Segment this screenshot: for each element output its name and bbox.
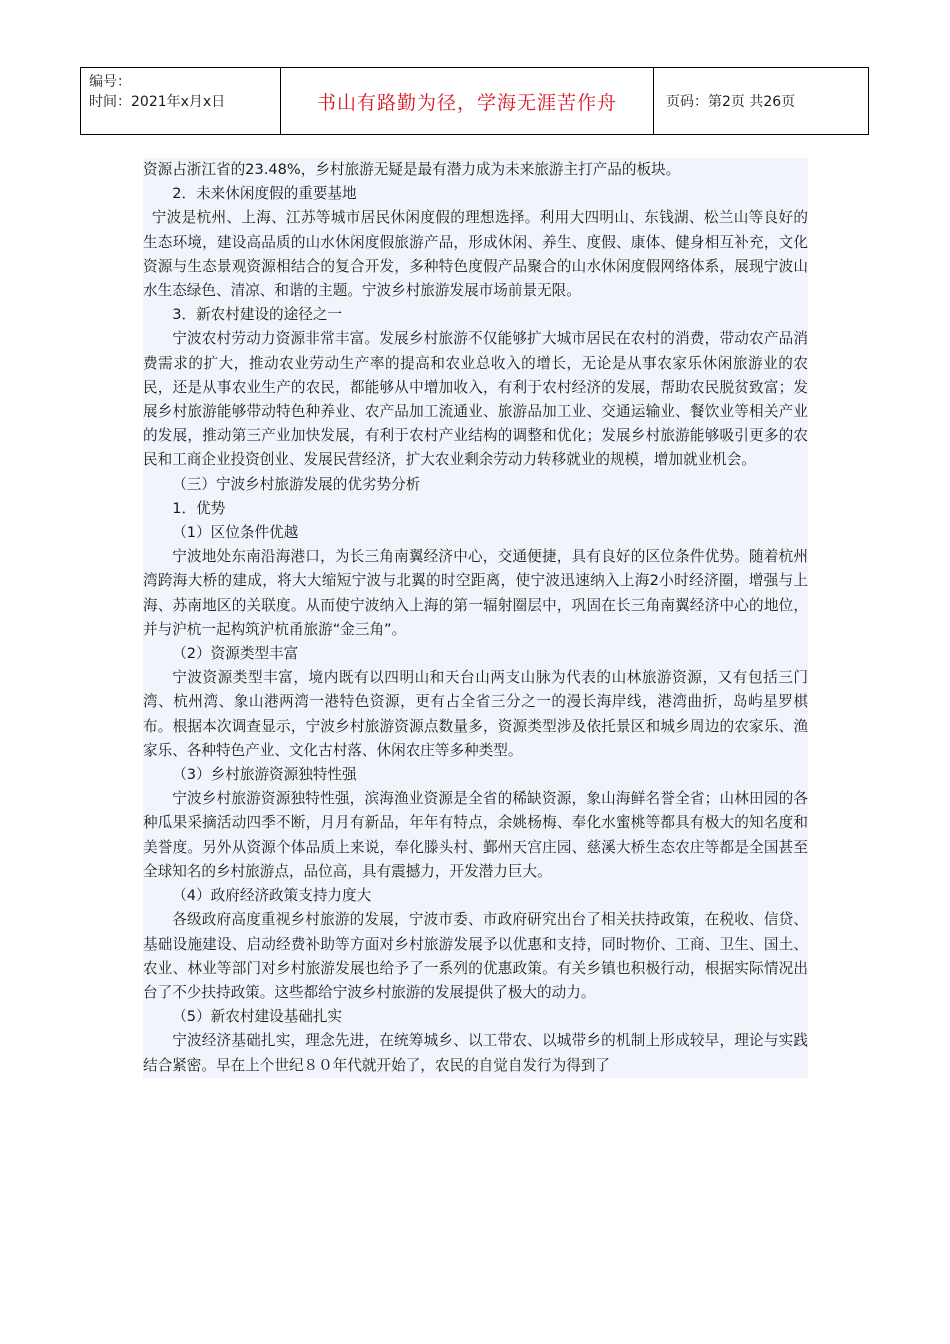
paragraph: 宁波地处东南沿海港口，为长三角南翼经济中心，交通便捷，具有良好的区位条件优势。随着杭州湾跨海大桥的建成，将大大缩短宁波与北翼的时空距离，使宁波迅速纳入上海2小时经济圈，增强与上海、苏南地区的关联度。从而使宁波纳入上海的第一辐射圈层中，巩固在长三角南翼经济中心的地位，并与沪杭一起构筑沪杭甬旅游“金三角”。 <box>143 548 808 638</box>
section-heading: （三）宁波乡村旅游发展的优劣势分析 <box>172 475 421 493</box>
document-body <box>143 158 808 1078</box>
subheading: （1）区位条件优越 <box>172 524 299 542</box>
subheading: 3．新农村建设的途径之一 <box>172 306 343 324</box>
subheading: （2）资源类型丰富 <box>172 645 299 663</box>
page-header <box>80 67 869 135</box>
subheading: 1．优势 <box>172 499 226 517</box>
paragraph: 宁波经济基础扎实，理念先进，在统筹城乡、以工带农、以城带乡的机制上形成较早，理论与实践结合紧密。早在上个世纪８０年代就开始了，农民的自觉自发行为得到了 <box>143 1032 808 1074</box>
document-code: 编号： <box>89 74 131 90</box>
paragraph: 各级政府高度重视乡村旅游的发展，宁波市委、市政府研究出台了相关扶持政策，在税收、信贷、基础设施建设、启动经费补助等方面对乡村旅游发展予以优惠和支持，同时物价、工商、卫生、国土、农业、林业等部门对乡村旅游发展也给予了一系列的优惠政策。有关乡镇也积极行动，根据实际情况出台了不少扶持政策。这些都给宁波乡村旅游的发展提供了极大的动力。 <box>143 911 808 1001</box>
header-motto: 书山有路勤为径，学海无涯苦作舟 <box>281 68 654 134</box>
subheading: （4）政府经济政策支持力度大 <box>172 887 372 905</box>
paragraph: 宁波资源类型丰富，境内既有以四明山和天台山两支山脉为代表的山林旅游资源，又有包括三门湾、杭州湾、象山港两湾一港特色资源，更有占全省三分之一的漫长海岸线，港湾曲折，岛屿星罗棋布。根据本次调查显示，宁波乡村旅游资源点数量多，资源类型涉及依托景区和城乡周边的农家乐、渔家乐、各种特色产业、文化古村落、休闲农庄等多种类型。 <box>143 669 808 759</box>
subheading: （3）乡村旅游资源独特性强 <box>172 766 357 784</box>
header-meta <box>81 68 281 134</box>
document-date: 时间：2021年x月x日 <box>89 94 226 110</box>
paragraph: 宁波是杭州、上海、江苏等城市居民休闲度假的理想选择。利用大四明山、东钱湖、松兰山等良好的生态环境，建设高品质的山水休闲度假旅游产品，形成休闲、养生、度假、康体、健身相互补充，文化资源与生态景观资源相结合的复合开发，多种特色度假产品聚合的山水休闲度假网络体系，展现宁波山水生态绿色、清凉、和谐的主题。宁波乡村旅游发展市场前景无限。 <box>143 209 808 300</box>
page-number: 页码：第2页 共26页 <box>666 94 796 110</box>
subheading: （5）新农村建设基础扎实 <box>172 1008 343 1026</box>
paragraph: 宁波农村劳动力资源非常丰富。发展乡村旅游不仅能够扩大城市居民在农村的消费，带动农产品消费需求的扩大，推动农业劳动生产率的提高和农业总收入的增长，无论是从事农家乐休闲旅游业的农民，还是从事农业生产的农民，都能够从中增加收入，有利于农村经济的发展，帮助农民脱贫致富；发展乡村旅游能够带动特色种养业、农产品加工流通业、旅游品加工业、交通运输业、餐饮业等相关产业的发展，推动第三产业加快发展，有利于农村产业结构的调整和优化；发展乡村旅游能够吸引更多的农民和工商企业投资创业、发展民营经济，扩大农业剩余劳动力转移就业的规模，增加就业机会。 <box>143 330 808 469</box>
paragraph: 资源占浙江省的23.48%，乡村旅游无疑是最有潜力成为未来旅游主打产品的板块。 <box>143 161 681 178</box>
subheading: 2．未来休闲度假的重要基地 <box>172 185 357 203</box>
paragraph: 宁波乡村旅游资源独特性强，滨海渔业资源是全省的稀缺资源，象山海鲜名誉全省；山林田园的各种瓜果采摘活动四季不断，月月有新品，年年有特点，余姚杨梅、奉化水蜜桃等都具有极大的知名度和美誉度。另外从资源个体品质上来说，奉化滕头村、鄞州天宫庄园、慈溪大桥生态农庄等都是全国甚至全球知名的乡村旅游点，品位高，具有震撼力，开发潜力巨大。 <box>143 790 808 880</box>
